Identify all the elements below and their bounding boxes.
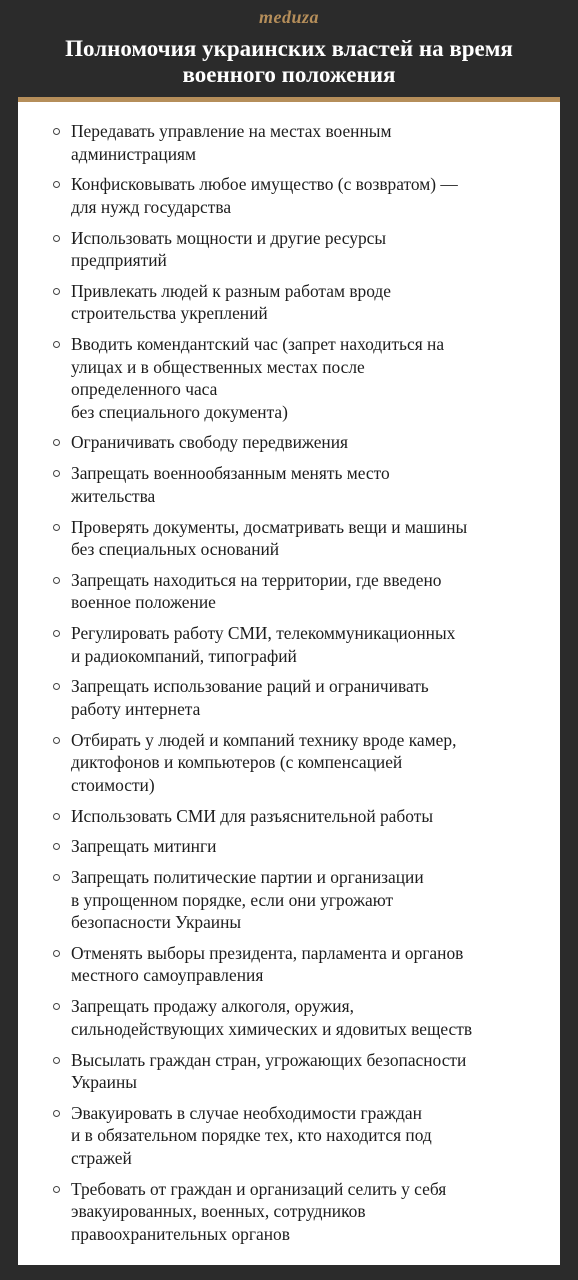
bullet-circle-icon	[53, 524, 60, 531]
list-item	[18, 280, 540, 325]
list-item-line: стоимости)	[71, 774, 155, 795]
list-item-line: предприятий	[71, 250, 167, 271]
list-item	[18, 516, 540, 561]
list-item-line: эвакуированных, военных, сотрудников	[71, 1201, 366, 1222]
list-item-line: Передавать управление на местах военным	[71, 121, 392, 141]
bullet-circle-icon	[53, 128, 60, 135]
list-item	[18, 942, 540, 987]
list-item-line: Запрещать военнообязанным менять место	[71, 463, 390, 484]
list-item	[18, 333, 540, 423]
title-line-1: Полномочия украинских властей на время	[65, 36, 513, 61]
powers-card	[18, 97, 560, 1265]
list-item-line: работу интернета	[71, 698, 201, 719]
powers-list	[18, 102, 560, 1245]
list-item-line: диктофонов и компьютеров (с компенсацией	[71, 752, 403, 773]
list-item-line: местного самоуправления	[71, 965, 264, 986]
list-item	[18, 835, 540, 858]
list-item-line: Конфисковывать любое имущество (с возвратом) —	[71, 174, 458, 195]
list-item-line: Высылать граждан стран, угрожающих безопасности	[71, 1049, 467, 1070]
list-item-line: для нужд государства	[71, 196, 232, 217]
bullet-circle-icon	[53, 470, 60, 477]
bullet-circle-icon	[53, 843, 60, 850]
bullet-circle-icon	[53, 813, 60, 820]
bullet-circle-icon	[53, 439, 60, 446]
list-item-line: Отбирать у людей и компаний технику вроде камер,	[71, 729, 457, 750]
list-item-line: Запрещать использование раций и ограничивать	[71, 676, 429, 697]
bullet-circle-icon	[53, 1110, 60, 1117]
list-item	[18, 622, 540, 667]
bullet-circle-icon	[53, 737, 60, 744]
list-item	[18, 675, 540, 720]
list-item	[18, 569, 540, 614]
list-item-line: Запрещать находиться на территории, где введено	[71, 569, 442, 590]
list-item-line: в упрощенном порядке, если они угрожают	[71, 889, 394, 910]
list-item-line: и радиокомпаний, типографий	[71, 645, 297, 666]
list-item-line: Регулировать работу СМИ, телекоммуникационных	[71, 623, 456, 644]
list-item-line: Привлекать людей к разным работам вроде	[71, 280, 391, 301]
list-item	[18, 866, 540, 934]
list-item	[18, 729, 540, 797]
list-item-line: без специального документа)	[71, 401, 288, 422]
list-item-line: Ограничивать свободу передвижения	[71, 432, 349, 453]
list-item-line: Требовать от граждан и организаций селить у себя	[71, 1178, 447, 1199]
list-item	[18, 431, 540, 454]
bullet-circle-icon	[53, 1057, 60, 1064]
list-item	[18, 462, 540, 507]
list-item	[18, 227, 540, 272]
page-title	[20, 36, 558, 88]
list-item-line: определенного часа	[71, 379, 218, 400]
list-item	[18, 1178, 540, 1246]
list-item-line: военное положение	[71, 592, 216, 613]
list-item-line: администрациям	[71, 143, 197, 164]
bullet-circle-icon	[53, 181, 60, 188]
list-item-line: и в обязательном порядке тех, кто находится под	[71, 1125, 432, 1146]
bullet-circle-icon	[53, 341, 60, 348]
list-item-line: Отменять выборы президента, парламента и органов	[71, 942, 464, 963]
list-item-line: Запрещать политические партии и организации	[71, 867, 424, 888]
bullet-circle-icon	[53, 950, 60, 957]
list-item-line: строительства укреплений	[71, 303, 268, 324]
list-item-line: сильнодействующих химических и ядовитых веществ	[71, 1018, 473, 1039]
bullet-circle-icon	[53, 630, 60, 637]
list-item	[18, 1102, 540, 1170]
list-item-line: Вводить комендантский час (запрет находиться на	[71, 334, 445, 355]
list-item-line: улицах и в общественных местах после	[71, 356, 365, 377]
list-item-line: правоохранительных органов	[71, 1223, 290, 1244]
list-item-line: Проверять документы, досматривать вещи и машины	[71, 516, 468, 537]
list-item-line: стражей	[71, 1147, 132, 1168]
list-item-line: Запрещать продажу алкоголя, оружия,	[71, 996, 354, 1017]
meduza-logo: meduza	[258, 7, 319, 27]
list-item-line: безопасности Украины	[71, 912, 242, 933]
list-item-line: Украины	[71, 1072, 137, 1093]
list-item	[18, 995, 540, 1040]
list-item-line: Эвакуировать в случае необходимости граждан	[71, 1102, 422, 1123]
list-item	[18, 805, 540, 828]
list-item	[18, 173, 540, 218]
header	[0, 0, 578, 100]
bullet-circle-icon	[53, 1186, 60, 1193]
title-line-2: военного положения	[182, 62, 396, 87]
bullet-circle-icon	[53, 1003, 60, 1010]
bullet-circle-icon	[53, 683, 60, 690]
list-item-line: Запрещать митинги	[71, 836, 217, 857]
bullet-circle-icon	[53, 577, 60, 584]
bullet-circle-icon	[53, 235, 60, 242]
list-item	[18, 120, 540, 165]
list-item	[18, 1049, 540, 1094]
list-item-line: без специальных оснований	[71, 539, 280, 560]
list-item-line: жительства	[71, 485, 156, 506]
list-item-line: Использовать мощности и другие ресурсы	[71, 227, 387, 248]
bullet-circle-icon	[53, 288, 60, 295]
list-item-line: Использовать СМИ для разъяснительной работы	[71, 805, 434, 826]
bullet-circle-icon	[53, 874, 60, 881]
